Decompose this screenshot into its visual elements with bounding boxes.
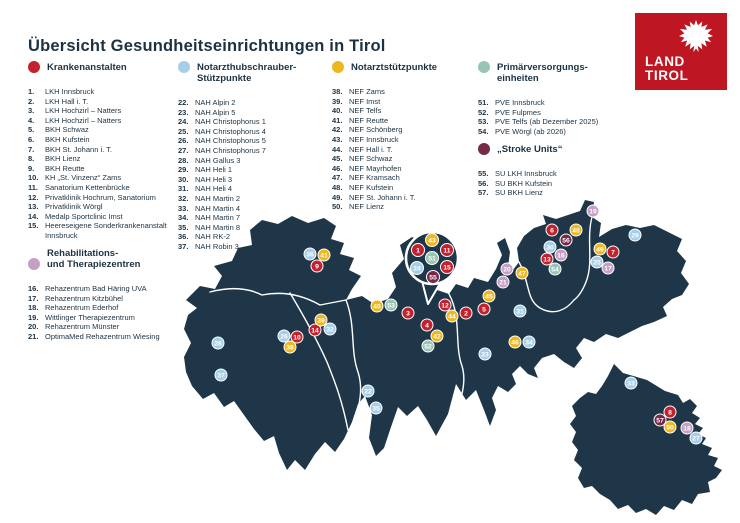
item-label: Medalp Sportclinic Imst (45, 211, 123, 221)
legend-title-line: Rehabilitations- (47, 248, 119, 259)
svg-text:31: 31 (516, 308, 524, 316)
map-marker-40 (371, 300, 383, 312)
legend-title-line: einheiten (497, 73, 539, 84)
item-number: 47. (332, 173, 343, 183)
item-number: 23. (178, 107, 189, 117)
item-number: 13. (28, 202, 39, 212)
map-marker-12 (439, 299, 451, 311)
legend-title-line: Primärversorgungs- (497, 62, 588, 73)
item-label: PVE Innsbruck (495, 98, 545, 107)
item-number: 19. (28, 312, 39, 322)
item-number: 12. (28, 192, 39, 202)
map-marker-30 (544, 241, 556, 253)
svg-text:7: 7 (611, 249, 615, 257)
svg-text:25: 25 (593, 259, 601, 267)
svg-text:47: 47 (518, 270, 526, 278)
logo-line-2: TIROL (645, 68, 689, 83)
legend-title-line: „Stroke Units“ (497, 144, 563, 155)
item-number: 5. (28, 125, 35, 135)
map-marker-34 (523, 336, 535, 348)
map-marker-7 (607, 246, 619, 258)
item-label: BKH Lienz (45, 154, 81, 164)
item-label: NEF Hall i. T. (349, 144, 393, 154)
item-number: 26. (178, 136, 189, 146)
item-label: NEF Schönberg (349, 125, 403, 135)
item-label: BKH Schwaz (45, 125, 89, 135)
svg-text:34: 34 (525, 339, 533, 347)
svg-text:50: 50 (666, 424, 674, 432)
item-number: 2. (28, 96, 35, 106)
item-label: NAH RK-2 (195, 232, 231, 242)
legend-title-line: Notarzthubschrauber- (197, 62, 297, 73)
svg-text:42: 42 (433, 333, 441, 341)
svg-text:24: 24 (413, 265, 421, 273)
item-number: 42. (332, 125, 343, 135)
svg-text:45: 45 (485, 293, 493, 301)
svg-text:51: 51 (428, 255, 436, 263)
map-marker-1 (412, 244, 425, 257)
svg-text:35: 35 (372, 405, 380, 413)
map-marker-44 (446, 310, 458, 322)
svg-text:28: 28 (214, 340, 222, 348)
item-label: NAH Martin 4 (195, 203, 241, 213)
item-label: Rehazentrum Ederhof (45, 303, 119, 313)
svg-text:49: 49 (596, 246, 604, 254)
item-label: NEF Zams (349, 87, 385, 96)
map-marker-15 (441, 261, 454, 274)
item-number: 49. (332, 192, 343, 202)
map-marker-43 (426, 234, 439, 247)
item-label: NAH Heli 1 (195, 165, 233, 175)
map-marker-38 (284, 341, 296, 353)
svg-text:30: 30 (546, 244, 554, 252)
item-number: 39. (332, 96, 343, 106)
map-marker-47 (516, 267, 528, 279)
item-number: 11. (28, 182, 39, 192)
map-marker-33 (625, 377, 637, 389)
map-marker-55 (427, 271, 440, 284)
svg-text:8: 8 (668, 409, 672, 417)
item-label: NAH Martin 8 (195, 222, 241, 232)
item-number: 45. (332, 154, 343, 164)
item-number: 17. (28, 293, 39, 303)
legend-title-line: Notarztstützpunkte (351, 62, 438, 73)
map-marker-13 (541, 253, 553, 265)
item-label: Rehazentrum Bad Häring UVA (45, 284, 147, 293)
map-marker-4 (421, 319, 433, 331)
item-label: NAH Alpin 2 (195, 98, 236, 107)
item-label: NAH Heli 3 (195, 174, 233, 184)
item-number: 21. (28, 331, 39, 341)
map-marker-28 (212, 337, 224, 349)
item-label: NAH Christophorus 4 (195, 126, 266, 136)
svg-text:4: 4 (425, 322, 429, 330)
map-marker-9 (311, 260, 323, 272)
item-number: 25. (178, 126, 189, 136)
item-label: NEF St. Johann i. T. (349, 192, 416, 202)
svg-text:48: 48 (572, 227, 580, 235)
legend-title-line: und Therapiezentren (47, 259, 141, 270)
map-marker-41 (318, 249, 330, 261)
item-number: 36. (178, 232, 189, 242)
item-number: 55. (478, 169, 489, 178)
svg-text:54: 54 (551, 266, 559, 274)
map-marker-39 (315, 314, 327, 326)
item-number: 20. (28, 322, 39, 332)
map-marker-49 (594, 243, 606, 255)
svg-text:57: 57 (656, 417, 664, 425)
item-label: NEF Lienz (349, 202, 385, 212)
item-label: NEF Reutte (349, 115, 389, 125)
item-label: NEF Imst (349, 96, 381, 106)
item-number: 43. (332, 134, 343, 144)
item-label: BKH St. Johann i. T. (45, 144, 112, 154)
svg-text:13: 13 (543, 256, 551, 264)
item-number: 16. (28, 284, 39, 293)
svg-text:53: 53 (387, 302, 395, 310)
svg-text:36: 36 (306, 251, 314, 259)
item-label: PVE Fulpmes (495, 107, 541, 117)
map-marker-20 (501, 263, 513, 275)
map-marker-35 (370, 402, 382, 414)
item-label: Rehazentrum Kitzbühel (45, 293, 123, 303)
item-label: PVE Wörgl (ab 2026) (495, 126, 566, 136)
svg-text:44: 44 (448, 313, 456, 321)
svg-text:14: 14 (311, 327, 319, 335)
item-label: LKH Hochzirl – Natters (45, 115, 122, 125)
item-label: Wittlinger Therapiezentrum (45, 312, 135, 322)
svg-text:1: 1 (416, 247, 420, 255)
svg-text:43: 43 (428, 237, 436, 245)
svg-text:39: 39 (317, 317, 325, 325)
item-number: 28. (178, 155, 189, 165)
map-marker-26 (278, 330, 290, 342)
item-label: OptimaMed Rehazentrum Wiesing (45, 331, 160, 341)
map-marker-57 (654, 414, 666, 426)
map-marker-51 (426, 252, 439, 265)
item-label: NAH Robin 3 (195, 241, 239, 251)
item-label: SU LKH Innsbruck (495, 169, 557, 178)
item-label: BKH Kufstein (45, 134, 90, 144)
svg-text:21: 21 (499, 279, 507, 287)
map-marker-23 (479, 348, 491, 360)
item-number: 9. (28, 163, 35, 173)
item-number: 56. (478, 178, 489, 188)
item-number: 34. (178, 213, 189, 223)
map-marker-21 (497, 276, 509, 288)
map-marker-25 (591, 256, 603, 268)
svg-text:3: 3 (406, 310, 410, 318)
map-marker-45 (483, 290, 495, 302)
svg-text:41: 41 (320, 252, 328, 260)
svg-text:2: 2 (464, 310, 468, 318)
map-marker-48 (570, 224, 582, 236)
svg-text:55: 55 (429, 274, 437, 282)
svg-text:23: 23 (481, 351, 489, 359)
svg-text:19: 19 (589, 208, 597, 216)
map-marker-16 (555, 249, 567, 261)
item-label: NAH Christophorus 1 (195, 117, 266, 127)
map-marker-42 (431, 330, 443, 342)
item-number: 54. (478, 126, 489, 136)
item-number: 31. (178, 184, 189, 194)
svg-text:15: 15 (443, 264, 451, 272)
map-marker-19 (587, 205, 599, 217)
page-title: Übersicht Gesundheitseinrichtungen in Tirol (28, 37, 386, 56)
item-number: 15. (28, 221, 39, 231)
item-label: NAH Christophorus 7 (195, 145, 266, 155)
map-marker-37 (215, 369, 227, 381)
item-label: KH „St. Vinzenz“ Zams (45, 173, 122, 183)
item-label: Privatklinik Hochrum, Sanatorium (45, 192, 156, 202)
item-label: NEF Telfs (349, 106, 382, 116)
map-marker-24 (411, 262, 424, 275)
item-label: NEF Innsbruck (349, 134, 399, 144)
item-number: 50. (332, 202, 343, 212)
item-label: NEF Schwaz (349, 154, 393, 164)
item-number: 53. (478, 117, 489, 127)
map-marker-56 (560, 234, 572, 246)
svg-text:32: 32 (326, 326, 334, 334)
svg-text:20: 20 (503, 266, 511, 274)
svg-text:29: 29 (631, 232, 639, 240)
item-number: 8. (28, 154, 35, 164)
map-marker-32 (324, 323, 336, 335)
item-label: NAH Alpin 5 (195, 107, 236, 117)
item-label: NAH Martin 7 (195, 213, 241, 223)
svg-text:52: 52 (424, 343, 432, 351)
map-marker-46 (509, 336, 521, 348)
svg-text:37: 37 (217, 372, 225, 380)
svg-text:6: 6 (550, 227, 554, 235)
item-number: 6. (28, 134, 35, 144)
item-number: 37. (178, 241, 189, 251)
item-number: 52. (478, 107, 489, 117)
item-label: LKH Hochzirl – Natters (45, 106, 122, 116)
item-number: 33. (178, 203, 189, 213)
legend-title-line: Krankenanstalten (47, 62, 127, 73)
svg-text:18: 18 (683, 425, 691, 433)
item-number: 38. (332, 87, 343, 96)
map-marker-54 (549, 263, 561, 275)
item-number: 32. (178, 193, 189, 203)
item-number: 24. (178, 117, 189, 127)
item-number: 40. (332, 106, 343, 116)
map-marker-6 (546, 224, 558, 236)
map-marker-53 (385, 299, 397, 311)
item-number: 48. (332, 182, 343, 192)
map-marker-36 (304, 248, 316, 260)
svg-text:46: 46 (511, 339, 519, 347)
item-number: 3. (28, 106, 35, 116)
item-number: 29. (178, 165, 189, 175)
map-marker-11 (441, 244, 454, 257)
map-marker-5 (478, 303, 490, 315)
item-number: 51. (478, 98, 489, 107)
item-label: PVE Telfs (ab Dezember 2025) (495, 117, 599, 127)
svg-text:17: 17 (604, 265, 612, 273)
svg-text:9: 9 (315, 263, 319, 271)
item-number: 46. (332, 163, 343, 173)
map-marker-3 (402, 307, 414, 319)
item-label: Sanatorium Kettenbrücke (45, 182, 130, 192)
map-marker-22 (362, 385, 374, 397)
item-number: 44. (332, 144, 343, 154)
map-marker-31 (514, 305, 526, 317)
legend-title-line: Stützpunkte (197, 73, 252, 84)
svg-text:10: 10 (293, 334, 301, 342)
item-number: 22. (178, 98, 189, 107)
svg-text:22: 22 (364, 388, 372, 396)
item-label: NEF Mayrhofen (349, 163, 402, 173)
map-marker-18 (681, 422, 693, 434)
svg-text:11: 11 (443, 247, 451, 255)
item-label: LKH Innsbruck (45, 87, 95, 96)
item-number: 41. (332, 115, 343, 125)
item-number: 10. (28, 173, 39, 183)
item-number: 57. (478, 188, 489, 198)
map-marker-52 (422, 340, 434, 352)
item-number: 30. (178, 174, 189, 184)
item-label: NAH Martin 2 (195, 193, 241, 203)
svg-text:26: 26 (280, 333, 288, 341)
item-number: 18. (28, 303, 39, 313)
item-label: SU BKH Lienz (495, 188, 543, 198)
map-marker-8 (664, 406, 676, 418)
svg-text:56: 56 (562, 237, 570, 245)
item-label: NAH Christophorus 5 (195, 136, 266, 146)
map-marker-27 (690, 432, 702, 444)
item-number: 4. (28, 115, 35, 125)
svg-text:33: 33 (627, 380, 635, 388)
map-marker-17 (602, 262, 614, 274)
svg-text:12: 12 (441, 302, 449, 310)
logo-line-1: LAND (645, 54, 685, 69)
item-label: NAH Gallus 3 (195, 155, 241, 165)
item-number: 35. (178, 222, 189, 232)
item-number: 27. (178, 145, 189, 155)
svg-text:16: 16 (557, 252, 565, 260)
map-marker-2 (460, 307, 472, 319)
item-number: 1. (28, 87, 35, 96)
item-label: Heereseigene Sonderkrankenanstalt Innsbruck (45, 221, 167, 240)
svg-text:38: 38 (286, 344, 294, 352)
svg-text:27: 27 (692, 435, 700, 443)
item-label: Rehazentrum Münster (45, 322, 120, 332)
item-label: NEF Kramsach (349, 173, 400, 183)
item-number: 7. (28, 144, 35, 154)
map-marker-29 (629, 229, 641, 241)
item-label: LKH Hall i. T. (45, 96, 89, 106)
svg-text:5: 5 (482, 306, 486, 314)
item-label: BKH Reutte (45, 163, 85, 173)
item-label: Privatklinik Wörgl (45, 202, 103, 212)
item-label: SU BKH Kufstein (495, 178, 553, 188)
item-number: 14. (28, 211, 39, 221)
item-label: NAH Heli 4 (195, 184, 233, 194)
item-label: NEF Kufstein (349, 182, 394, 192)
svg-text:40: 40 (373, 303, 381, 311)
